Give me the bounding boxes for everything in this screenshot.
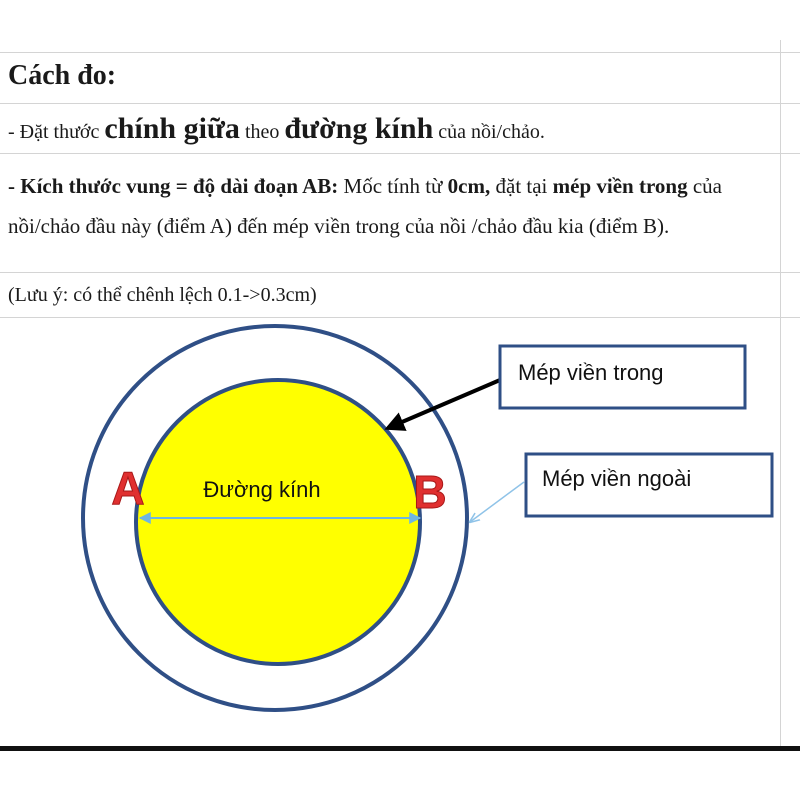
point-b-label: B [413,466,447,518]
step-1-emphasis-center: chính giữa [104,112,240,145]
outer-edge-pointer [470,482,524,522]
step-2-text-1: Mốc tính từ [338,174,448,198]
step-1-mid: theo [239,121,285,143]
bottom-border [0,746,800,751]
measurement-diagram [0,40,800,750]
note-text: (Lưu ý: có thể chênh lệch 0.1->0.3cm) [8,284,317,306]
spreadsheet-area [0,40,800,750]
diameter-label: Đường kính [203,477,321,502]
step-2-text-2: đặt tại [490,174,553,198]
step-2-bold-formula: - Kích thước vung = độ dài đoạn AB: [8,174,339,198]
step-1-prefix: - Đặt thước [8,121,105,143]
point-a-label: A [111,462,145,514]
step-2-bold-zero: 0cm, [447,174,491,198]
inner-edge-callout-label: Mép viền trong [518,360,664,385]
inner-edge-circle [136,380,420,664]
step-1-suffix: của nồi/chảo. [433,121,545,143]
step-2-bold-inner-edge: mép viền trong [552,174,688,198]
heading: Cách đo: [8,60,117,91]
step-1-emphasis-diameter: đường kính [284,112,434,145]
outer-edge-callout-label: Mép viền ngoài [542,466,692,491]
step-2-text-3: của nồi/chảo đầu này (điểm A) đến mép viền trong của nồi /chảo đầu kia (điểm B). [8,174,723,238]
